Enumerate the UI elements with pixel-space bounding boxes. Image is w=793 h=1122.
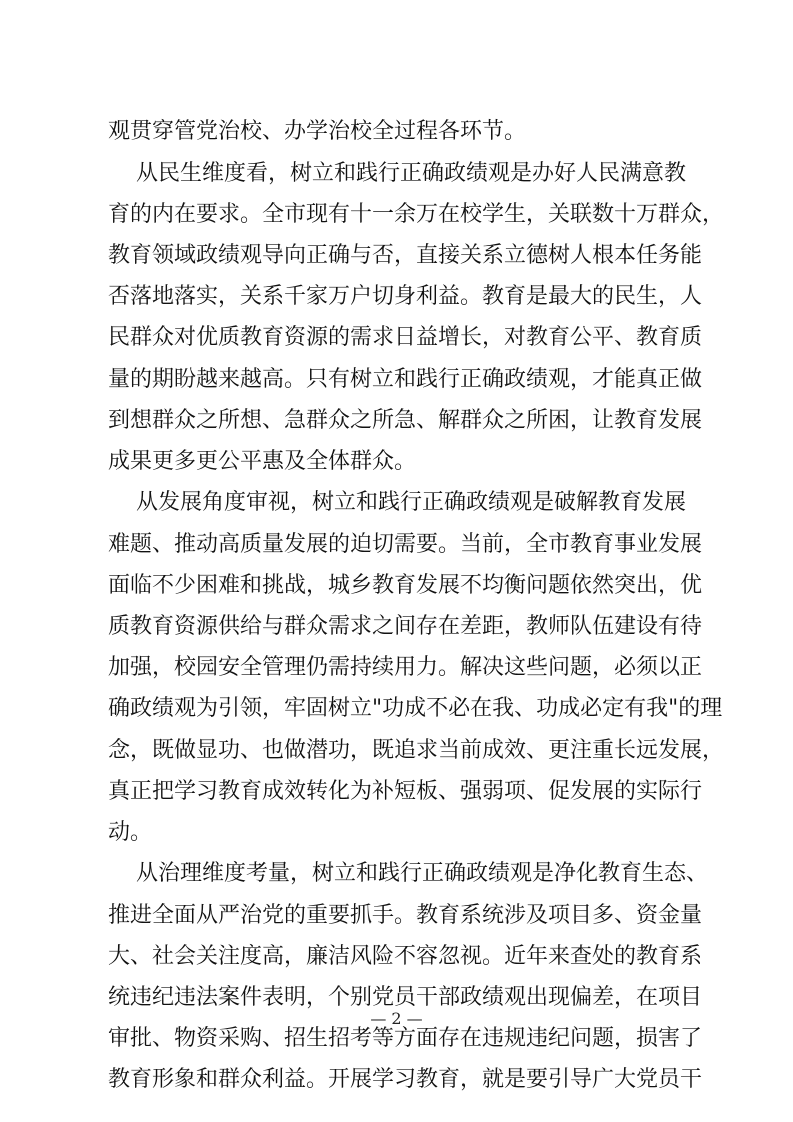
- text-line: 观贯穿管党治校、办学治校全过程各环节。: [108, 119, 527, 144]
- text-line: 推进全面从严治党的重要抓手。教育系统涉及项目多、资金量: [108, 903, 703, 928]
- text-line: 从治理维度考量，树立和践行正确政绩观是净化教育生态、: [108, 861, 708, 886]
- text-line: 教育形象和群众利益。开展学习教育，就是要引导广大党员干: [108, 1067, 703, 1092]
- text-line: 真正把学习教育成效转化为补短板、强弱项、促发展的实际行: [108, 779, 703, 804]
- text-line: 面临不少困难和挑战，城乡教育发展不均衡问题依然突出，优: [108, 573, 703, 598]
- text-line: 质教育资源供给与群众需求之间存在差距，教师队伍建设有待: [108, 614, 703, 639]
- text-line: 统违纪违法案件表明，个别党员干部政绩观出现偏差，在项目: [108, 985, 703, 1010]
- text-line: 审批、物资采购、招生招考等方面存在违规违纪问题，损害了: [108, 1026, 703, 1051]
- text-line: 确政绩观为引领，牢固树立"功成不必在我、功成必定有我"的理: [108, 696, 723, 721]
- text-line: 动。: [108, 820, 153, 845]
- text-line: 从发展角度审视，树立和践行正确政绩观是破解教育发展: [108, 490, 686, 515]
- text-line: 成果更多更公平惠及全体群众。: [108, 449, 417, 474]
- text-line: 否落地落实，关系千家万户切身利益。教育是最大的民生，人: [108, 284, 703, 309]
- text-line: 难题、推动高质量发展的迫切需要。当前，全市教育事业发展: [108, 532, 703, 557]
- text-line: 大、社会关注度高，廉洁风险不容忽视。近年来查处的教育系: [108, 944, 703, 969]
- text-line: 民群众对优质教育资源的需求日益增长，对教育公平、教育质: [108, 325, 703, 350]
- text-line: 到想群众之所想、急群众之所急、解群众之所困，让教育发展: [108, 408, 703, 433]
- page-number: — 2 —: [370, 1009, 423, 1028]
- text-line: 加强，校园安全管理仍需持续用力。解决这些问题，必须以正: [108, 655, 703, 680]
- text-line: 从民生维度看，树立和践行正确政绩观是办好人民满意教: [108, 161, 686, 186]
- text-line: 育的内在要求。全市现有十一余万在校学生，关联数十万群众，: [108, 202, 725, 227]
- text-line: 量的期盼越来越高。只有树立和践行正确政绩观，才能真正做: [108, 367, 703, 392]
- text-line: 教育领域政绩观导向正确与否，直接关系立德树人根本任务能: [108, 243, 703, 268]
- text-line: 念，既做显功、也做潜功，既追求当前成效、更注重长远发展，: [108, 738, 725, 763]
